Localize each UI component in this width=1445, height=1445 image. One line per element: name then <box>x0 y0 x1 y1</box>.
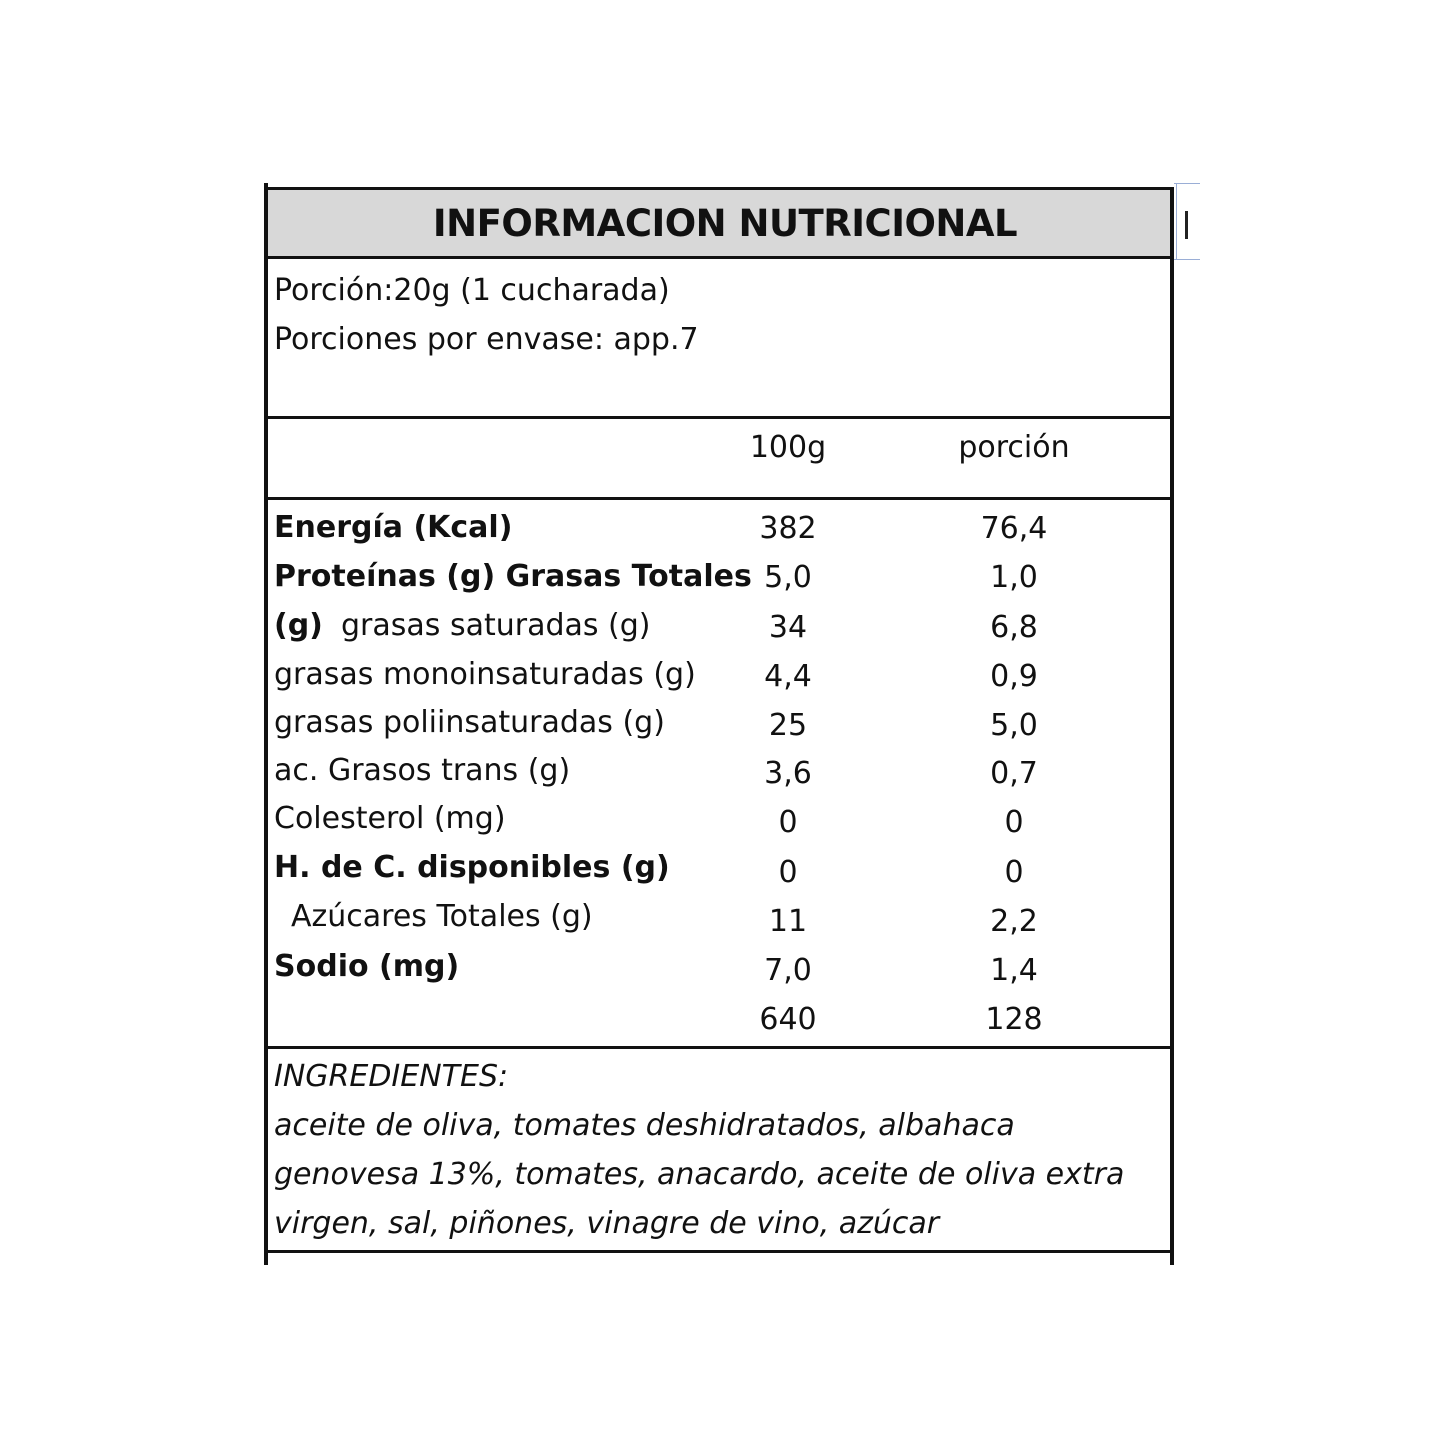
row-label: H. de C. disponibles (g) <box>274 850 670 885</box>
value-100g: 25 <box>768 708 808 743</box>
row-label: Colesterol (mg) <box>274 801 506 836</box>
cell-selection-edge <box>1174 259 1200 260</box>
value-portion: 76,4 <box>980 511 1048 546</box>
text-cursor <box>1185 211 1188 239</box>
value-portion: 0 <box>1004 855 1024 890</box>
row-label: Proteínas (g) Grasas Totales <box>274 559 752 594</box>
value-100g: 4,4 <box>764 659 812 694</box>
ingredients-line: virgen, sal, piñones, vinagre de vino, azúcar <box>274 1206 940 1241</box>
row-label: Azúcares Totales (g) <box>291 899 593 934</box>
row-label: grasas poliinsaturadas (g) <box>274 705 665 740</box>
row-label: ac. Grasos trans (g) <box>274 753 571 788</box>
value-100g: 0 <box>778 805 798 840</box>
divider <box>268 1046 1170 1049</box>
value-portion: 2,2 <box>990 904 1038 939</box>
value-portion: 128 <box>985 1002 1043 1037</box>
value-100g: 3,6 <box>764 756 812 791</box>
column-header-100g: 100g <box>749 430 827 465</box>
value-100g: 5,0 <box>764 560 812 595</box>
value-100g: 11 <box>768 904 808 939</box>
divider <box>268 416 1170 419</box>
right-border <box>1170 187 1174 1265</box>
value-portion: 1,0 <box>990 560 1038 595</box>
ingredients-line: aceite de oliva, tomates deshidratados, albahaca <box>274 1108 1015 1143</box>
value-portion: 1,4 <box>990 953 1038 988</box>
cell-selection-edge <box>1176 183 1177 259</box>
ingredients-heading: INGREDIENTES: <box>274 1059 509 1094</box>
value-100g: 382 <box>759 511 817 546</box>
cell-selection-edge <box>1174 183 1200 184</box>
value-portion: 0,9 <box>990 659 1038 694</box>
value-100g: 640 <box>759 1002 817 1037</box>
value-portion: 0,7 <box>990 756 1038 791</box>
ingredients-line: genovesa 13%, tomates, anacardo, aceite de oliva extra <box>274 1157 1125 1192</box>
serving-size: Porción:20g (1 cucharada) <box>274 273 670 308</box>
column-header-portion: porción <box>958 430 1070 465</box>
row-label: Energía (Kcal) <box>274 510 513 545</box>
divider <box>268 1250 1170 1253</box>
row-label: Sodio (mg) <box>274 949 460 984</box>
row-label: grasas monoinsaturadas (g) <box>274 657 696 692</box>
row-label-unit: (g) <box>274 608 323 643</box>
divider <box>268 497 1170 500</box>
value-portion: 5,0 <box>990 708 1038 743</box>
servings-per-container: Porciones por envase: app.7 <box>274 322 699 357</box>
value-100g: 0 <box>778 855 798 890</box>
title-bar <box>268 187 1170 259</box>
value-100g: 34 <box>768 610 808 645</box>
value-portion: 0 <box>1004 805 1024 840</box>
left-border <box>264 183 268 1265</box>
value-100g: 7,0 <box>764 953 812 988</box>
page-title: INFORMACION NUTRICIONAL <box>432 201 1018 245</box>
row-label: grasas saturadas (g) <box>341 608 651 643</box>
value-portion: 6,8 <box>990 610 1038 645</box>
nutrition-label <box>264 183 1176 1265</box>
